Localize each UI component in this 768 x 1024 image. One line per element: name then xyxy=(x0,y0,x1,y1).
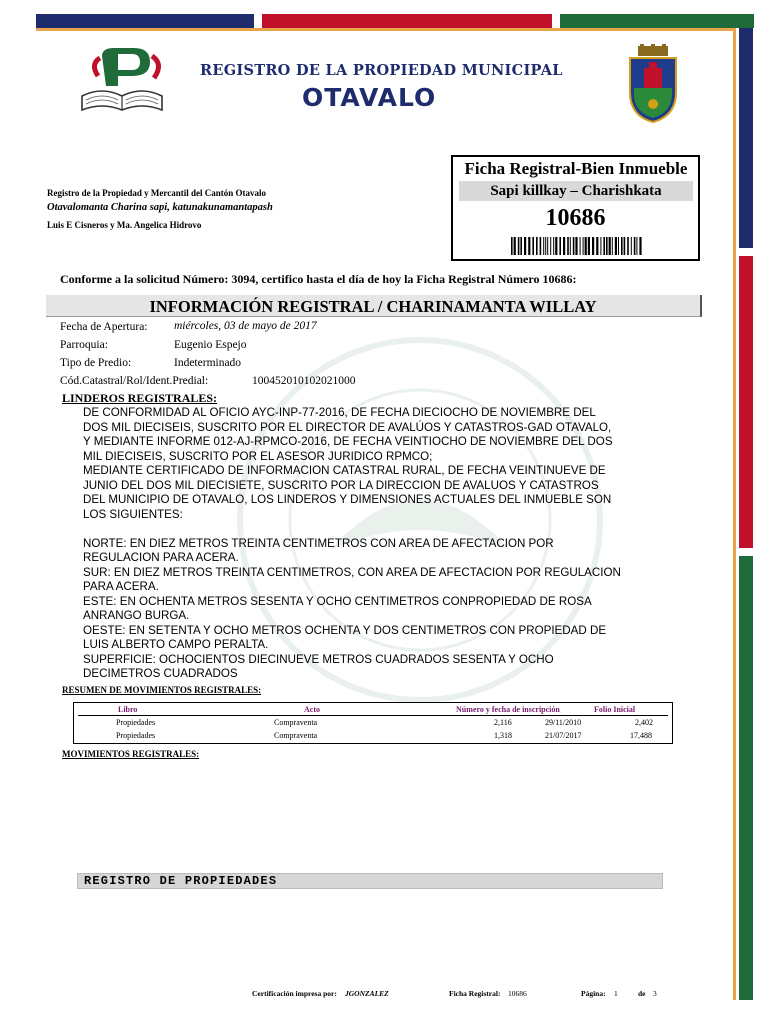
right-color-band xyxy=(739,28,753,1000)
movimientos-heading: MOVIMIENTOS REGISTRALES: xyxy=(62,749,200,759)
field-value-cod-catastral: 100452010102021000 xyxy=(252,375,356,387)
table-cell: 2,402 xyxy=(635,718,653,727)
table-cell: Compraventa xyxy=(274,731,318,740)
footer-of-value: 3 xyxy=(653,989,657,998)
table-cell: 2,116 xyxy=(494,718,512,727)
header-city: OTAVALO xyxy=(302,83,437,112)
barcode-icon xyxy=(511,237,643,255)
footer-page-value: 1 xyxy=(614,989,618,998)
field-label-tipo-predio: Tipo de Predio: xyxy=(60,357,132,369)
col-header-libro: Libro xyxy=(118,705,138,714)
info-heading: INFORMACIÓN REGISTRAL / CHARINAMANTA WILLAY xyxy=(149,297,597,316)
footer-of-label: de xyxy=(638,989,646,998)
col-header-inscripcion: Número y fecha de inscripción xyxy=(456,705,560,714)
section-bar xyxy=(77,873,663,889)
orange-side-line xyxy=(733,28,736,1000)
field-value-fecha: miércoles, 03 de mayo de 2017 xyxy=(174,320,317,332)
table-cell: 17,488 xyxy=(630,731,652,740)
ficha-number: 10686 xyxy=(545,205,606,231)
linderos-heading: LINDEROS REGISTRALES: xyxy=(62,391,218,405)
info-heading-bar xyxy=(46,295,702,317)
ficha-subtitle: Sapi killkay – Charishkata xyxy=(459,181,693,201)
table-cell: Propiedades xyxy=(116,731,156,740)
table-cell: Propiedades xyxy=(116,718,156,727)
field-label-cod-catastral: Cód.Catastral/Rol/Ident.Predial: xyxy=(60,375,209,387)
ficha-box xyxy=(451,155,700,261)
registry-logo-icon xyxy=(72,46,172,118)
footer-printed-by-label: Certificación impresa por: xyxy=(252,989,337,998)
footer-ficha-label: Ficha Registral: xyxy=(449,989,501,998)
ficha-title: Ficha Registral-Bien Inmueble xyxy=(464,159,688,178)
registry-kichwa-name: Otavalomanta Charina sapi, katunakunamantapash xyxy=(47,202,273,213)
col-header-folio: Folio Inicial xyxy=(594,705,636,714)
otavalo-coat-of-arms-icon xyxy=(624,44,682,124)
resumen-table xyxy=(73,702,673,744)
registrars: Luis E Cisneros y Ma. Angelica Hidrovo xyxy=(47,220,202,230)
orange-top-line xyxy=(36,28,736,31)
footer-printed-by: JGONZALEZ xyxy=(345,989,389,998)
table-header-rule xyxy=(78,715,668,716)
field-label-parroquia: Parroquia: xyxy=(60,339,108,351)
footer-page-label: Página: xyxy=(581,989,606,998)
field-label-fecha: Fecha de Apertura: xyxy=(60,321,148,333)
header-title: REGISTRO DE LA PROPIEDAD MUNICIPAL xyxy=(200,62,563,79)
col-header-acto: Acto xyxy=(304,705,320,714)
linderos-text: DE CONFORMIDAD AL OFICIO AYC-INP-77-2016, DE FECHA DIECIOCHO DE NOVIEMBRE DEL DOS MIL DIECISEIS, SUSCRITO POR EL DIRECTOR DE AVALÚOS Y CATASTROS-GAD OTAVALO, Y MEDIANTE INFORME 012-AJ-RPMCO-2016, DE FECHA VEINTIOCHO DE NOVIEMBRE DEL DOS MIL DIECISEIS, SUSCRITO POR EL ASESOR JURIDICO RPMCO; MEDIANTE CERTIFICADO DE INFORMACION CATASTRAL RURAL, DE FECHA VEINTINUEVE DE JUNIO DEL DOS MIL DIECISIETE, SUSCRITO POR LA DIRECCION DE AVALUOS Y CATASTROS DEL MUNICIPIO DE OTAVALO, LOS LINDEROS Y DIMENSIONES ACTUALES DEL INMUEBLE SON LOS SIGUIENTES: NORTE: EN DIEZ METROS TREINTA CENTIMETROS CON AREA DE AFECTACION POR REGULACION PARA ACERA. SUR: EN DIEZ METROS TREINTA CENTIMETROS, CON AREA DE AFECTACION POR REGULACION PARA ACERA. ESTE: EN OCHENTA METROS SESENTA Y OCHO CENTIMETROS CONPROPIEDAD DE ROSA ANRANGO BURGA. OESTE: EN SETENTA Y OCHO METROS OCHENTA Y DOS CENTIMETROS CON PROPIEDAD DE LUIS ALBERTO CAMPO PERALTA. SUPERFICIE: OCHOCIENTOS DIECINUEVE METROS CUADRADOS SESENTA Y OCHO DECIMETROS CUADRADOS xyxy=(83,406,621,680)
table-cell: 29/11/2010 xyxy=(545,718,582,727)
table-cell: 21/07/2017 xyxy=(545,731,582,740)
resumen-heading: RESUMEN DE MOVIMIENTOS REGISTRALES: xyxy=(62,685,262,695)
registry-name: Registro de la Propiedad y Mercantil del Cantón Otavalo xyxy=(47,188,266,198)
certification-statement: Conforme a la solicitud Número: 3094, certifico hasta el día de hoy la Ficha Registral Número 10686: xyxy=(60,272,577,286)
top-color-band xyxy=(36,14,754,28)
field-value-parroquia: Eugenio Espejo xyxy=(174,339,247,351)
footer-ficha-value: 10686 xyxy=(508,989,527,998)
field-value-tipo-predio: Indeterminado xyxy=(174,357,242,369)
section-bar-label: REGISTRO DE PROPIEDADES xyxy=(84,874,278,888)
table-cell: 1,318 xyxy=(494,731,512,740)
table-cell: Compraventa xyxy=(274,718,318,727)
